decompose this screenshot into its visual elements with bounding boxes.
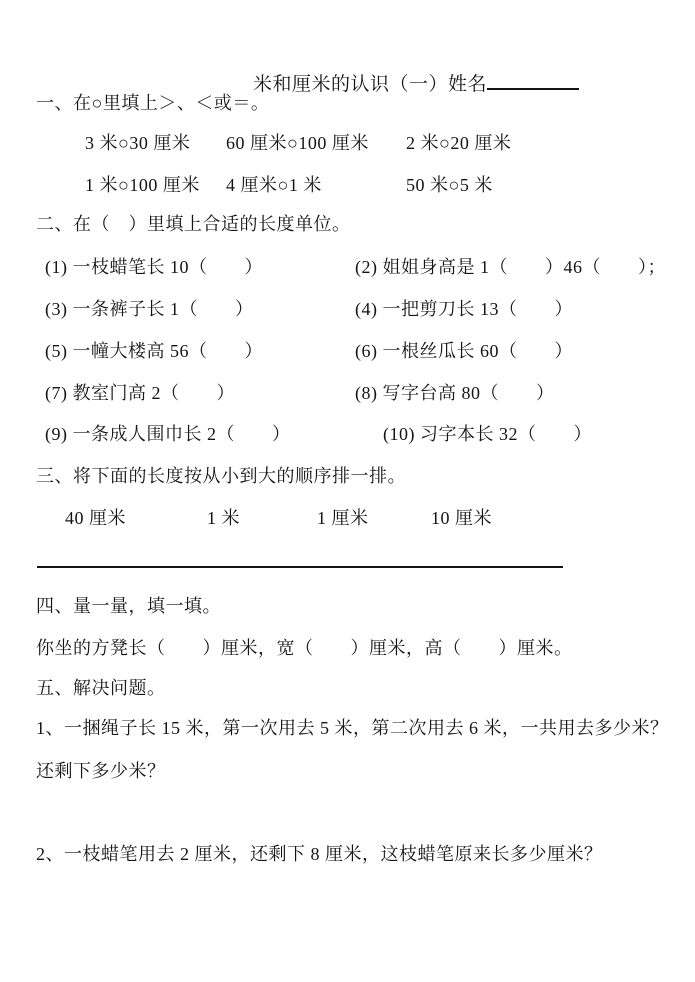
section5-question1-line1: 1、一捆绳子长 15 米，第一次用去 5 米，第二次用去 6 米，一共用去多少米？ [36,718,669,738]
section2-item-2: (2) 姐姐身高是 1（ ）46（ ）； [355,257,666,277]
section3-length-2: 1 米 [207,508,240,528]
section3-heading: 三、将下面的长度按从小到大的顺序排一排。 [36,466,406,486]
section5-question2: 2、一枝蜡笔用去 2 厘米，还剩下 8 厘米，这枝蜡笔原来长多少厘米？ [36,844,603,864]
section2-item-8: (8) 写字台高 80（ ） [355,383,555,403]
section1-row2-item3: 50 米○5 米 [406,175,493,195]
section1-row2-item2: 4 厘米○1 米 [226,175,322,195]
section3-length-3: 1 厘米 [317,508,369,528]
section4-body: 你坐的方凳长（ ）厘米，宽（ ）厘米，高（ ）厘米。 [36,638,573,658]
worksheet-title-text: 米和厘米的认识（一）姓名 [253,74,488,95]
section1-row2-item1: 1 米○100 厘米 [85,175,200,195]
name-blank-underline [487,70,579,90]
answer-blank-line [37,566,563,568]
section2-item-4: (4) 一把剪刀长 13（ ） [355,299,573,319]
section1-row1-item3: 2 米○20 厘米 [406,133,512,153]
section5-heading: 五、解决问题。 [36,678,166,698]
section2-item-6: (6) 一根丝瓜长 60（ ） [355,341,573,361]
section2-item-5: (5) 一幢大楼高 56（ ） [45,341,263,361]
section5-question1-line2: 还剩下多少米？ [36,761,166,781]
section2-item-3: (3) 一条裤子长 1（ ） [45,299,254,319]
section2-item-7: (7) 教室门高 2（ ） [45,383,235,403]
section3-length-1: 40 厘米 [65,508,126,528]
section2-item-1: (1) 一枝蜡笔长 10（ ） [45,257,263,277]
section1-row1-item1: 3 米○30 厘米 [85,133,191,153]
section4-heading: 四、量一量，填一填。 [36,596,221,616]
section1-heading: 一、在○里填上＞、＜或＝。 [36,93,270,113]
worksheet-title [232,46,579,121]
section3-length-4: 10 厘米 [431,508,492,528]
section1-row1-item2: 60 厘米○100 厘米 [226,133,369,153]
section2-heading: 二、在（ ）里填上合适的长度单位。 [36,214,351,234]
section2-item-10: (10) 习字本长 32（ ） [383,424,592,444]
section2-item-9: (9) 一条成人围巾长 2（ ） [45,424,291,444]
